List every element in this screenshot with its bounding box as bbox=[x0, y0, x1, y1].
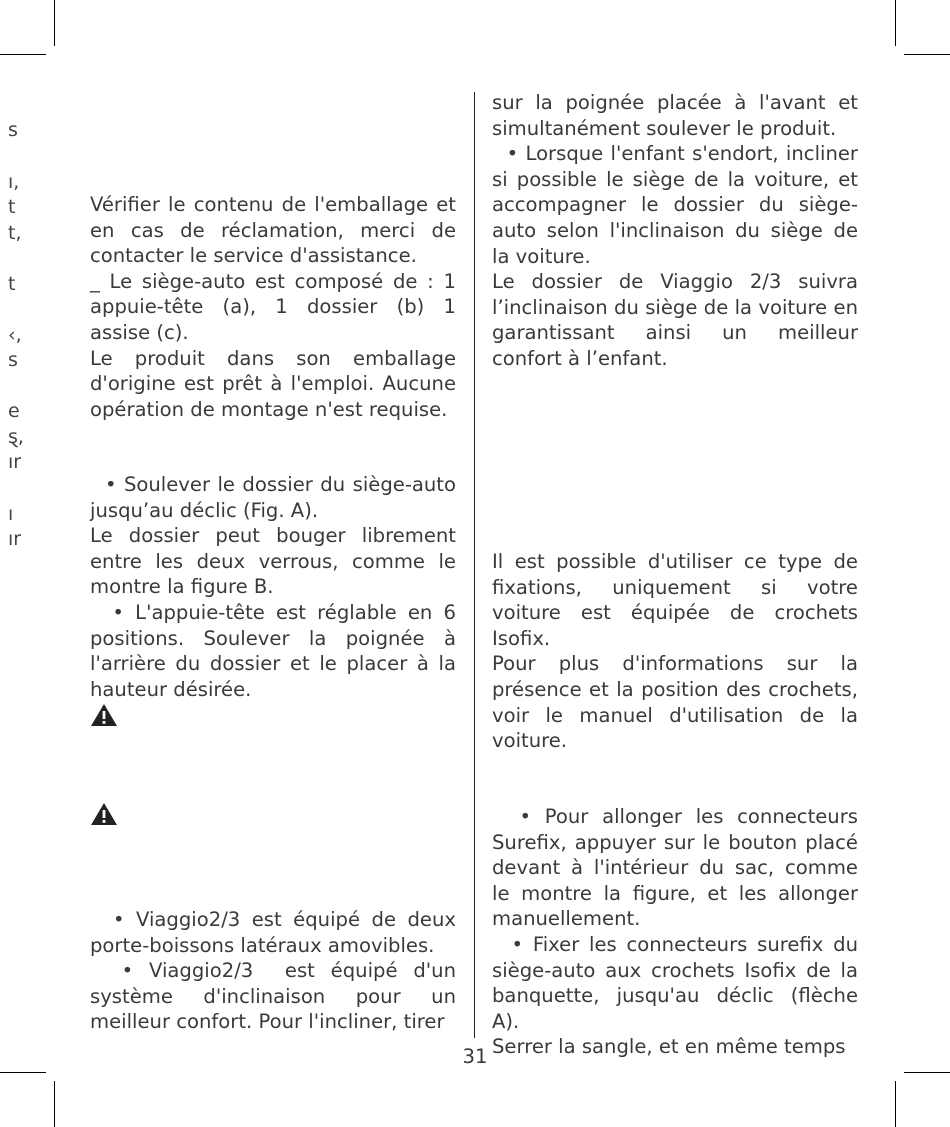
right-block-surefix bbox=[492, 804, 865, 1060]
paragraph: Le dossier peut bouger librement entre les deux verrous, comme le montre la figure B. bbox=[90, 524, 456, 599]
margin-fragment: t bbox=[8, 273, 16, 295]
paragraph: _ Le siège-auto est composé de : 1 appuie-tête (a), 1 dossier (b) 1 assise (c). bbox=[90, 269, 456, 344]
paragraph: Le dossier de Viaggio 2/3 suivra l’inclinaison du siège de la voiture en garantissant ainsi un meilleur confort à l’enfant. bbox=[492, 270, 858, 370]
margin-fragment: ır bbox=[8, 451, 22, 473]
paragraph: • Viaggio2/3 est équipé de deux porte-boissons latéraux amovibles. bbox=[90, 908, 463, 957]
crop-mark bbox=[904, 54, 950, 55]
right-block-recline bbox=[492, 90, 865, 372]
paragraph: • Soulever le dossier du siège-auto jusqu’au déclic (Fig. A). bbox=[90, 473, 463, 522]
paragraph: • Pour allonger les connecteurs Surefix, appuyer sur le bouton placé devant à l'intérieur du sac, comme le montre la figure, et les allonger manuellement. bbox=[492, 805, 865, 931]
crop-mark bbox=[0, 1072, 46, 1073]
margin-fragment: t, bbox=[8, 222, 22, 244]
paragraph: • Viaggio2/3 est équipé d'un système d'inclinaison pour un meilleur confort. Pour l'incliner, tirer bbox=[90, 959, 463, 1034]
margin-fragment: s bbox=[8, 349, 18, 371]
margin-fragment: ‹, bbox=[8, 324, 22, 346]
crop-mark bbox=[54, 1081, 55, 1127]
crop-mark bbox=[0, 54, 46, 55]
crop-mark bbox=[895, 0, 896, 46]
left-block-features bbox=[90, 907, 463, 1035]
margin-fragment: ı bbox=[8, 503, 14, 525]
warning-icon bbox=[90, 703, 118, 727]
paragraph: sur la poignée placée à l'avant et simultanément soulever le produit. bbox=[492, 91, 858, 140]
paragraph: • Lorsque l'enfant s'endort, incliner si possible le siège de la voiture, et accompagner le dossier du siège-auto selon l'inclinaison du siège de la voiture. bbox=[492, 142, 865, 268]
paragraph: Le produit dans son emballage d'origine est prêt à l'emploi. Aucune opération de montage n'est requise. bbox=[90, 346, 456, 421]
paragraph: Vérifier le contenu de l'emballage et en cas de réclamation, merci de contacter le service d'assistance. bbox=[90, 193, 456, 268]
margin-fragment: ı, bbox=[8, 171, 20, 193]
left-block-adjust bbox=[90, 472, 463, 702]
paragraph: Pour plus d'informations sur la présence et la position des crochets, voir le manuel d'utilisation de la voiture. bbox=[492, 652, 858, 753]
paragraph: • Fixer les connecteurs surefix du siège-auto aux crochets Isofix de la banquette, jusqu'au déclic (flèche A). bbox=[492, 932, 865, 1033]
right-block-isofix bbox=[492, 549, 858, 754]
crop-mark bbox=[54, 0, 55, 46]
margin-fragment: ȿ, bbox=[8, 426, 24, 448]
margin-fragment: s bbox=[8, 119, 18, 141]
margin-fragment: e bbox=[8, 400, 20, 422]
left-block-contents bbox=[90, 192, 456, 422]
paragraph: Serrer la sangle, et en même temps bbox=[492, 1035, 846, 1059]
paragraph: • L'appuie-tête est réglable en 6 positions. Soulever la poignée à l'arrière du dossier et le placer à la hauteur désirée. bbox=[90, 600, 463, 701]
margin-fragment: ır bbox=[8, 528, 22, 550]
page-number: 31 bbox=[462, 1045, 488, 1068]
warning-icon bbox=[90, 802, 118, 826]
crop-mark bbox=[895, 1081, 896, 1127]
crop-mark bbox=[904, 1072, 950, 1073]
column-divider bbox=[474, 92, 475, 1038]
margin-fragment: t bbox=[8, 196, 16, 218]
paragraph: Il est possible d'utiliser ce type de fixations, uniquement si votre voiture est équipée de crochets Isofix. bbox=[492, 550, 858, 650]
